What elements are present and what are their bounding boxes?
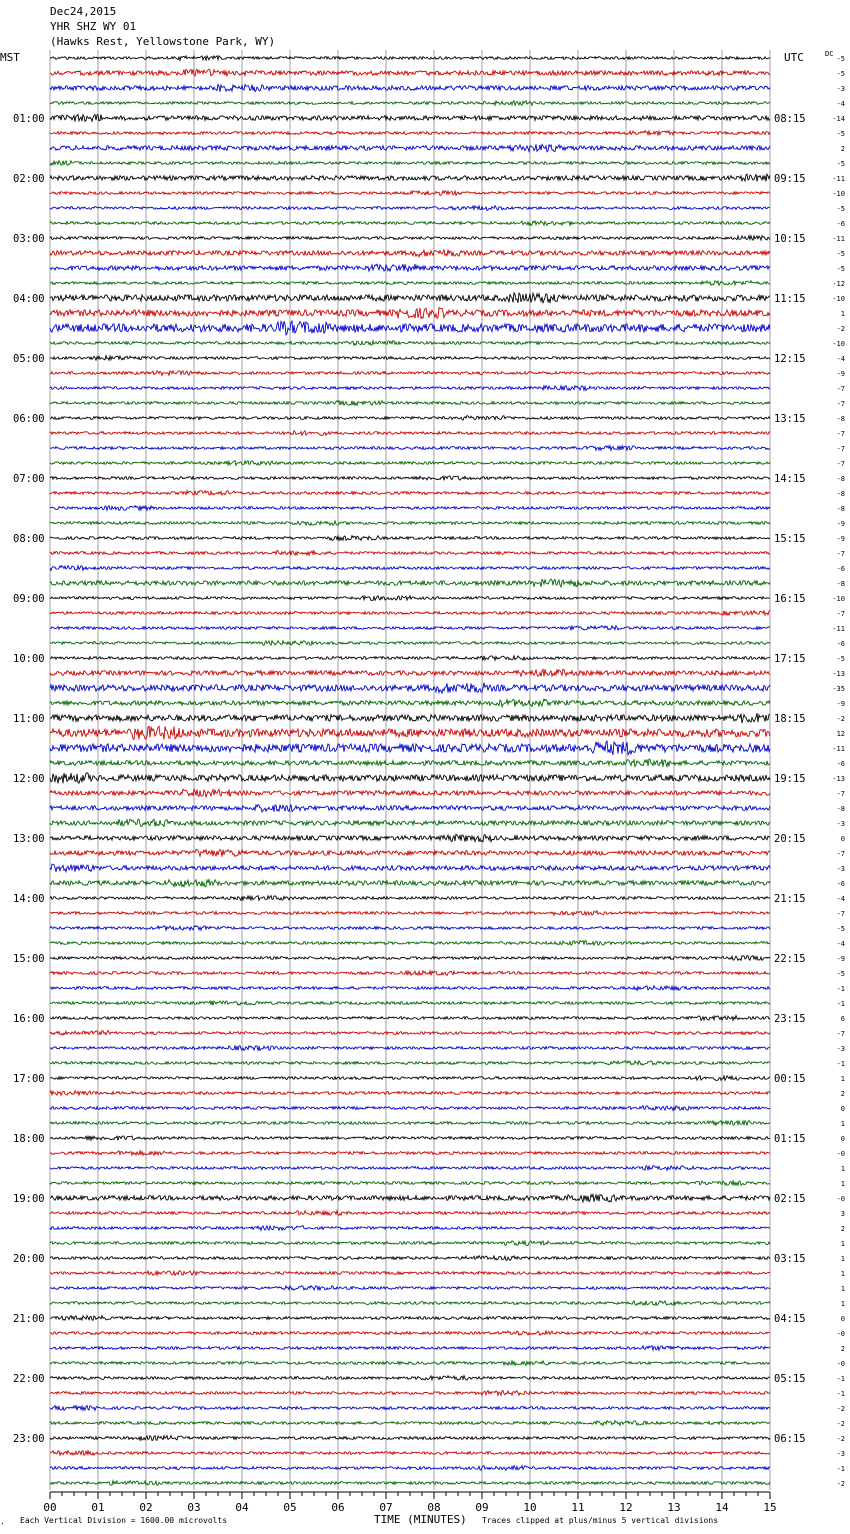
trace-line — [50, 566, 770, 571]
chart-footer — [0, 1513, 718, 1526]
trace-line — [50, 356, 770, 361]
trace-line — [50, 341, 770, 346]
utc-axis-label: UTC — [784, 51, 804, 64]
mst-hour-label: 21:00 — [13, 1313, 45, 1325]
trace-line — [50, 85, 770, 92]
trace-line — [50, 1136, 770, 1141]
dc-offset-label: -5 — [836, 70, 845, 78]
trace-line — [50, 1001, 770, 1006]
trace-line — [50, 956, 770, 961]
x-tick-label: 04 — [235, 1501, 249, 1514]
dc-offset-label: 1 — [840, 1120, 845, 1128]
corner-mark: . — [0, 1517, 5, 1526]
trace-line — [50, 144, 770, 152]
mst-hour-label: 11:00 — [13, 713, 45, 725]
trace-line — [50, 321, 770, 335]
dc-offset-label: -13 — [832, 775, 845, 783]
mst-hour-label: 01:00 — [13, 113, 45, 125]
dc-offset-label: -2 — [836, 1435, 845, 1443]
dc-offset-label: 2 — [840, 1090, 845, 1098]
dc-offset-label: -5 — [836, 970, 845, 978]
dc-offset-label: -3 — [836, 1450, 845, 1458]
trace-line — [50, 250, 770, 257]
mst-hour-label: 04:00 — [13, 293, 45, 305]
dc-offset-label: -3 — [836, 85, 845, 93]
dc-offset-label: -2 — [836, 325, 845, 333]
dc-offset-label: -6 — [836, 880, 845, 888]
trace-line — [50, 308, 770, 319]
dc-offset-label: -3 — [836, 820, 845, 828]
dc-offset-label: -11 — [832, 745, 845, 753]
dc-offset-label: -7 — [836, 460, 845, 468]
dc-offset-label: -7 — [836, 385, 845, 393]
utc-hour-label: 00:15 — [774, 1073, 806, 1085]
trace-line — [50, 971, 770, 976]
dc-offset-label: -5 — [836, 925, 845, 933]
dc-offset-label: -5 — [836, 655, 845, 663]
clip-note: Traces clipped at plus/minus 5 vertical divisions — [482, 1516, 719, 1525]
utc-hour-label: 11:15 — [774, 293, 806, 305]
utc-hour-label: 14:15 — [774, 473, 806, 485]
trace-lines — [50, 56, 770, 1486]
time-axis — [43, 1492, 776, 1514]
trace-line — [50, 759, 770, 767]
dc-offset-label: 1 — [840, 1300, 845, 1308]
dc-offset-label: -4 — [836, 100, 845, 108]
utc-hour-label: 10:15 — [774, 233, 806, 245]
trace-line — [50, 941, 770, 946]
mst-hour-label: 17:00 — [13, 1073, 45, 1085]
utc-hour-label: 04:15 — [774, 1313, 806, 1325]
chart-header — [50, 5, 275, 48]
utc-hour-label: 02:15 — [774, 1193, 806, 1205]
trace-line — [50, 431, 770, 436]
dc-offset-label: -12 — [832, 280, 845, 288]
trace-line — [50, 1301, 770, 1306]
x-tick-label: 08 — [427, 1501, 441, 1514]
trace-line — [50, 1226, 770, 1231]
dc-offset-label: -5 — [836, 265, 845, 273]
trace-line — [50, 773, 770, 784]
x-axis-title: TIME (MINUTES) — [374, 1513, 467, 1526]
x-tick-label: 03 — [187, 1501, 201, 1514]
trace-line — [50, 446, 770, 451]
x-tick-label: 12 — [619, 1501, 633, 1514]
trace-line — [50, 221, 770, 225]
dc-offset-label: 1 — [840, 1180, 845, 1188]
dc-offset-label: -7 — [836, 910, 845, 918]
utc-hour-label: 09:15 — [774, 173, 806, 185]
utc-hour-label: 12:15 — [774, 353, 806, 365]
trace-line — [50, 596, 770, 601]
utc-hour-label: 17:15 — [774, 653, 806, 665]
trace-line — [50, 805, 770, 812]
dc-offset-label: -4 — [836, 940, 845, 948]
dc-offset-label: -10 — [832, 190, 845, 198]
trace-line — [50, 521, 770, 526]
dc-offset-label: -4 — [836, 895, 845, 903]
trace-line — [50, 371, 770, 376]
trace-line — [50, 476, 770, 480]
trace-line — [50, 1166, 770, 1171]
utc-hour-label: 06:15 — [774, 1433, 806, 1445]
trace-line — [50, 683, 770, 693]
trace-line — [50, 1256, 770, 1261]
dc-offset-label: -1 — [836, 1375, 845, 1383]
trace-line — [50, 713, 770, 723]
mst-hour-label: 19:00 — [13, 1193, 45, 1205]
trace-line — [50, 551, 770, 556]
trace-line — [50, 1271, 770, 1276]
trace-line — [50, 1061, 770, 1065]
x-tick-label: 11 — [571, 1501, 585, 1514]
dc-offset-labels — [832, 55, 845, 1488]
dc-offset-label: -1 — [836, 1060, 845, 1068]
mst-hour-label: 03:00 — [13, 233, 45, 245]
mst-hour-label: 09:00 — [13, 593, 45, 605]
utc-hour-label: 21:15 — [774, 893, 806, 905]
trace-line — [50, 1121, 770, 1126]
dc-offset-label: 0 — [840, 835, 845, 843]
mst-hour-label: 18:00 — [13, 1133, 45, 1145]
dc-offset-label: -8 — [836, 475, 845, 483]
scale-note: Each Vertical Division = 1600.00 microvolts — [20, 1516, 228, 1525]
dc-offset-label: -7 — [836, 445, 845, 453]
trace-line — [50, 1091, 770, 1096]
trace-line — [50, 206, 770, 211]
dc-offset-label: 2 — [840, 1345, 845, 1353]
dc-offset-label: -5 — [836, 205, 845, 213]
trace-line — [50, 461, 770, 466]
x-tick-label: 09 — [475, 1501, 489, 1514]
dc-offset-label: -1 — [836, 985, 845, 993]
dc-offset-label: -9 — [836, 700, 845, 708]
dc-offset-label: -7 — [836, 610, 845, 618]
trace-line — [50, 849, 770, 857]
mst-hour-label: 07:00 — [13, 473, 45, 485]
x-tick-label: 05 — [283, 1501, 297, 1514]
dc-offset-label: -1 — [836, 1000, 845, 1008]
trace-line — [50, 699, 770, 707]
dc-offset-label: -0 — [836, 1360, 845, 1368]
dc-offset-label: -3 — [836, 865, 845, 873]
trace-line — [50, 626, 770, 631]
trace-line — [50, 1046, 770, 1051]
dc-offset-label: 1 — [840, 1270, 845, 1278]
dc-offset-label: -7 — [836, 550, 845, 558]
trace-line — [50, 1241, 770, 1246]
utc-hour-label: 03:15 — [774, 1253, 806, 1265]
dc-offset-label: -2 — [836, 1420, 845, 1428]
dc-offset-label: -0 — [836, 1330, 845, 1338]
utc-hour-label: 13:15 — [774, 413, 806, 425]
dc-offset-label: -1 — [836, 1465, 845, 1473]
x-tick-label: 13 — [667, 1501, 681, 1514]
trace-line — [50, 656, 770, 661]
chart-station: YHR SHZ WY 01 — [50, 20, 137, 33]
dc-offset-label: -4 — [836, 355, 845, 363]
dc-offset-label: 1 — [840, 1285, 845, 1293]
dc-offset-label: -5 — [836, 130, 845, 138]
trace-line — [50, 1421, 770, 1426]
trace-line — [50, 293, 770, 303]
dc-offset-label: 0 — [840, 1315, 845, 1323]
dc-offset-label: -2 — [836, 1480, 845, 1488]
dc-offset-label: -2 — [836, 1405, 845, 1413]
dc-offset-label: -6 — [836, 640, 845, 648]
dc-offset-label: -5 — [836, 250, 845, 258]
trace-line — [50, 1151, 770, 1156]
trace-line — [50, 1181, 770, 1185]
dc-offset-label: -11 — [832, 625, 845, 633]
x-tick-label: 15 — [763, 1501, 777, 1514]
mst-hour-label: 22:00 — [13, 1373, 45, 1385]
dc-offset-label: 2 — [840, 145, 845, 153]
chart-date: Dec24,2015 — [50, 5, 117, 18]
dc-offset-label: 1 — [840, 310, 845, 318]
x-tick-label: 06 — [331, 1501, 345, 1514]
trace-line — [50, 69, 770, 76]
trace-line — [50, 1286, 770, 1290]
x-tick-label: 00 — [43, 1501, 57, 1514]
dc-offset-label: 1 — [840, 1240, 845, 1248]
mst-hour-label: 02:00 — [13, 173, 45, 185]
trace-line — [50, 1076, 770, 1081]
mst-hour-label: 08:00 — [13, 533, 45, 545]
dc-offset-label: -8 — [836, 580, 845, 588]
trace-line — [50, 401, 770, 406]
trace-line — [50, 1466, 770, 1471]
trace-line — [50, 281, 770, 286]
x-tick-label: 10 — [523, 1501, 537, 1514]
trace-line — [50, 536, 770, 541]
dc-offset-label: -8 — [836, 490, 845, 498]
trace-line — [50, 911, 770, 916]
dc-offset-label: -6 — [836, 565, 845, 573]
utc-hour-label: 23:15 — [774, 1013, 806, 1025]
trace-line — [50, 611, 770, 616]
dc-offset-label: -11 — [832, 235, 845, 243]
utc-hour-label: 20:15 — [774, 833, 806, 845]
dc-offset-label: -1 — [836, 1390, 845, 1398]
trace-line — [50, 926, 770, 931]
trace-line — [50, 161, 770, 165]
trace-line — [50, 115, 770, 122]
trace-line — [50, 1211, 770, 1216]
mst-hour-label: 23:00 — [13, 1433, 45, 1445]
trace-line — [50, 726, 770, 739]
trace-line — [50, 579, 770, 587]
mst-hour-label: 16:00 — [13, 1013, 45, 1025]
trace-line — [50, 1106, 770, 1111]
utc-hour-label: 05:15 — [774, 1373, 806, 1385]
trace-line — [50, 1016, 770, 1021]
mst-axis-label: MST — [0, 51, 20, 64]
dc-offset-label: -9 — [836, 370, 845, 378]
trace-line — [50, 56, 770, 61]
mst-hour-label: 10:00 — [13, 653, 45, 665]
dc-offset-label: -2 — [836, 715, 845, 723]
trace-line — [50, 741, 770, 755]
trace-line — [50, 174, 770, 181]
utc-hour-label: 08:15 — [774, 113, 806, 125]
x-tick-label: 01 — [91, 1501, 105, 1514]
dc-offset-label: -7 — [836, 850, 845, 858]
dc-offset-label: -8 — [836, 505, 845, 513]
trace-line — [50, 191, 770, 196]
mst-hour-label: 06:00 — [13, 413, 45, 425]
trace-line — [50, 131, 770, 135]
mst-hour-label: 05:00 — [13, 353, 45, 365]
dc-offset-label: -8 — [836, 805, 845, 813]
dc-offset-label: -10 — [832, 595, 845, 603]
trace-line — [50, 386, 770, 391]
x-tick-label: 02 — [139, 1501, 153, 1514]
utc-hour-label: 16:15 — [774, 593, 806, 605]
trace-line — [50, 506, 770, 511]
dc-offset-label: -5 — [836, 160, 845, 168]
dc-offset-label: -6 — [836, 220, 845, 228]
trace-line — [50, 491, 770, 496]
dc-offset-label: -10 — [832, 295, 845, 303]
dc-offset-label: -9 — [836, 955, 845, 963]
dc-offset-label: -11 — [832, 175, 845, 183]
dc-offset-label: 0 — [840, 1135, 845, 1143]
mst-hour-label: 20:00 — [13, 1253, 45, 1265]
x-tick-label: 07 — [379, 1501, 393, 1514]
dc-offset-label: -13 — [832, 670, 845, 678]
dc-offset-label: -14 — [832, 115, 845, 123]
dc-offset-label: -9 — [836, 520, 845, 528]
trace-line — [50, 1194, 770, 1202]
dc-offset-label: -8 — [836, 415, 845, 423]
dc-offset-label: 1 — [840, 1165, 845, 1173]
dc-offset-label: 1 — [840, 1255, 845, 1263]
trace-line — [50, 1481, 770, 1486]
utc-hour-label: 01:15 — [774, 1133, 806, 1145]
trace-line — [50, 1331, 770, 1336]
dc-offset-label: -9 — [836, 535, 845, 543]
dc-offset-label: 2 — [840, 1225, 845, 1233]
x-tick-label: 14 — [715, 1501, 729, 1514]
dc-offset-label: -10 — [832, 340, 845, 348]
trace-line — [50, 1346, 770, 1351]
dc-offset-label: -7 — [836, 790, 845, 798]
utc-hour-label: 15:15 — [774, 533, 806, 545]
trace-line — [50, 864, 770, 872]
trace-line — [50, 1376, 770, 1380]
dc-offset-label: -3 — [836, 1045, 845, 1053]
trace-line — [50, 236, 770, 240]
dc-label: DC — [825, 50, 834, 58]
dc-offset-label: -5 — [836, 55, 845, 63]
dc-offset-label: -7 — [836, 1030, 845, 1038]
mst-hour-label: 14:00 — [13, 893, 45, 905]
trace-line — [50, 880, 770, 887]
dc-offset-label: -7 — [836, 430, 845, 438]
trace-line — [50, 641, 770, 646]
dc-offset-label: -6 — [836, 760, 845, 768]
mst-hour-label: 13:00 — [13, 833, 45, 845]
trace-line — [50, 1391, 770, 1396]
trace-line — [50, 264, 770, 272]
mst-hour-label: 12:00 — [13, 773, 45, 785]
trace-line — [50, 819, 770, 826]
trace-line — [50, 416, 770, 421]
dc-offset-label: -0 — [836, 1150, 845, 1158]
trace-line — [50, 986, 770, 991]
chart-location: (Hawks Rest, Yellowstone Park, WY) — [50, 35, 276, 48]
trace-line — [50, 669, 770, 677]
trace-line — [50, 896, 770, 901]
dc-offset-label: -0 — [836, 1195, 845, 1203]
trace-line — [50, 1451, 770, 1456]
trace-line — [50, 1031, 770, 1036]
trace-line — [50, 1361, 770, 1366]
dc-offset-label: -7 — [836, 400, 845, 408]
dc-offset-label: 0 — [840, 1105, 845, 1113]
utc-hour-label: 19:15 — [774, 773, 806, 785]
trace-line — [50, 101, 770, 106]
trace-line — [50, 834, 770, 842]
dc-offset-label: 12 — [836, 730, 845, 738]
dc-offset-label: 6 — [840, 1015, 845, 1023]
trace-line — [50, 1406, 770, 1411]
trace-line — [50, 1436, 770, 1441]
utc-hour-label: 22:15 — [774, 953, 806, 965]
dc-offset-label: -35 — [832, 685, 845, 693]
trace-line — [50, 1316, 770, 1321]
trace-line — [50, 789, 770, 797]
utc-hour-label: 18:15 — [774, 713, 806, 725]
dc-offset-label: 3 — [840, 1210, 845, 1218]
mst-hour-label: 15:00 — [13, 953, 45, 965]
dc-offset-label: 1 — [840, 1075, 845, 1083]
